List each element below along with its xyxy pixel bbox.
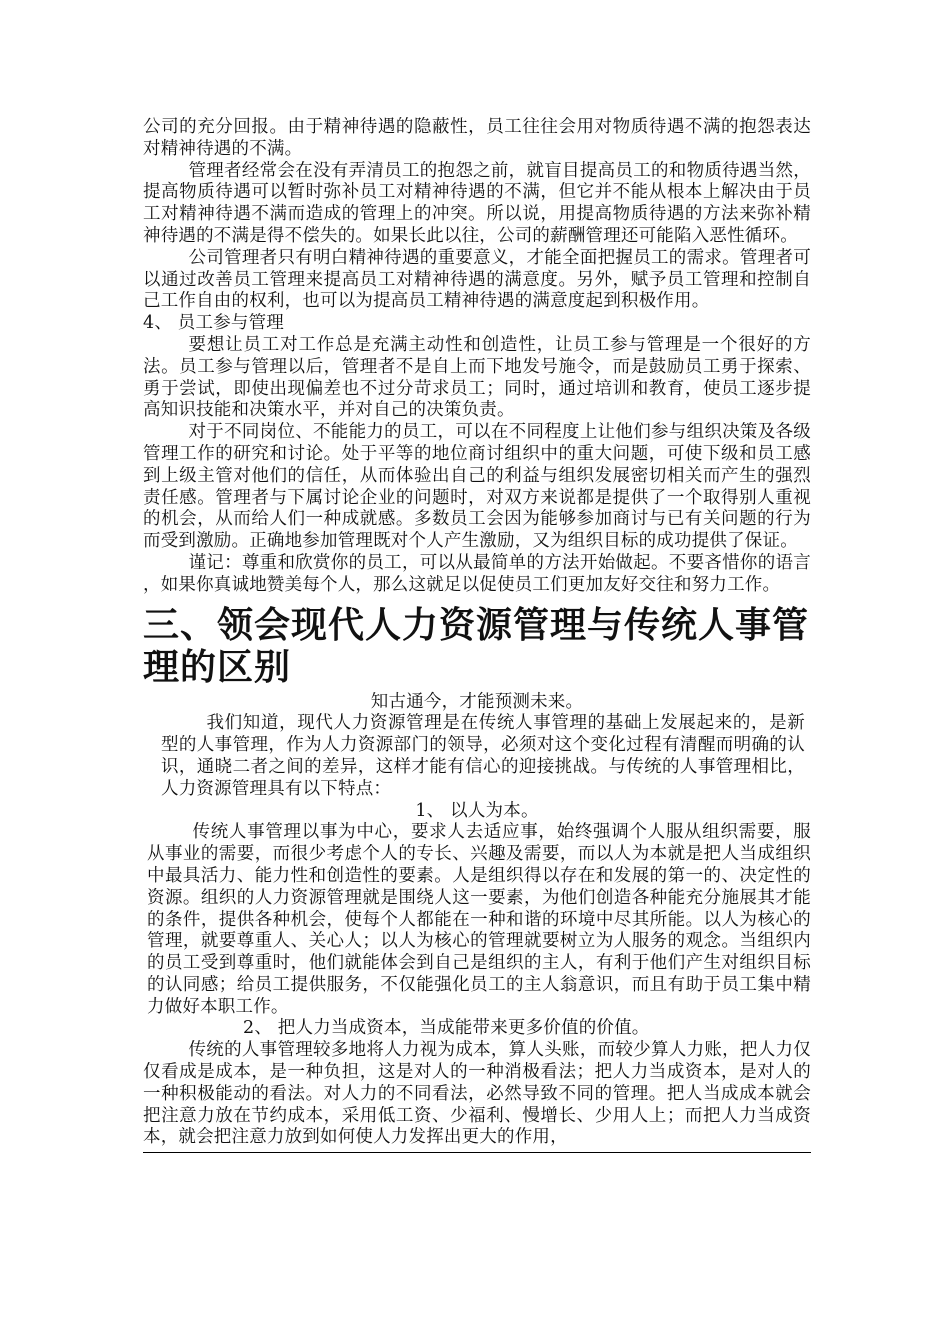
- point2-paragraph: 传统的人事管理较多地将人力视为成本，算人头账，而较少算人力账，把人力仅仅看成是成本，是一种负担，这是对人的一种消极看法；把人力当成资本，是对人的一种积极能动的看法。对人力的不同看法，必然导致不同的管理。把人当成成本就会把注意力放在节约成本，采用低工资、少福利、慢增长、少用人上；而把人力当成资本，就会把注意力放到如何使人力发挥出更大的作用，: [143, 1040, 811, 1148]
- paragraph: 公司的充分回报。由于精神待遇的隐蔽性，员工往往会用对物质待遇不满的抱怨表达对精神待遇的不满。: [143, 117, 811, 159]
- section-intro-paragraph: 我们知道，现代人力资源管理是在传统人事管理的基础上发展起来的，是新型的人事管理，作为人力资源部门的领导，必须对这个变化过程有清醒而明确的认识，通晓二者之间的差异，这样才能有信心的迎接挑战。与传统的人事管理相比，人力资源管理具有以下特点：: [161, 713, 805, 799]
- paragraph: 要想让员工对工作总是充满主动性和创造性，让员工参与管理是一个很好的方法。员工参与管理以后，管理者不是自上而下地发号施令，而是鼓励员工勇于探索、勇于尝试，即使出现偏差也不过分苛求员工；同时，通过培训和教育，使员工逐步提高知识技能和决策水平，并对自己的决策负责。: [143, 334, 811, 421]
- point1-heading: 1、 以人为本。: [415, 800, 539, 821]
- paragraph: 公司管理者只有明白精神待遇的重要意义，才能全面把握员工的需求。管理者可以通过改善员工管理来提高员工对精神待遇的满意度。另外，赋予员工管理和控制自己工作自由的权利，也可以为提高员工精神待遇的满意度起到积极作用。: [143, 247, 811, 312]
- document-page: [143, 117, 811, 1153]
- paragraph: 对于不同岗位、不能能力的员工，可以在不同程度上让他们参与组织决策及各级管理工作的研究和讨论。处于平等的地位商讨组织中的重大问题，可使下级和员工感到上级主管对他们的信任，从而体验出自己的利益与组织发展密切相关而产生的强烈责任感。管理者与下属讨论企业的问题时，对双方来说都是提供了一个取得别人重视的机会，从而给人们一种成就感。多数员工会因为能够参加商讨与已有关问题的行为而受到激励。正确地参加管理既对个人产生激励，又为组织目标的成功提供了保证。: [143, 422, 811, 552]
- paragraph: 谨记：尊重和欣赏你的员工，可以从最简单的方法开始做起。不要吝惜你的语言 ，如果你真诚地赞美每个人，那么这就足以促使员工们更加友好交往和努力工作。: [143, 552, 811, 595]
- section-title: 三、领会现代人力资源管理与传统人事管理的区别: [143, 603, 810, 688]
- subheading-employee-participation: 4、 员工参与管理: [143, 313, 284, 334]
- point2-heading: 2、 把人力当成资本，当成能带来更多价值的价值。: [243, 1018, 650, 1039]
- section-intro-line: 知古通今，才能预测未来。: [370, 691, 584, 712]
- paragraph: 管理者经常会在没有弄清员工的抱怨之前，就盲目提高员工的和物质待遇当然，提高物质待遇可以暂时弥补员工对精神待遇的不满，但它并不能从根本上解决由于员工对精神待遇不满而造成的管理上的冲突。所以说，用提高物质待遇的方法来弥补精神待遇的不满是得不偿失的。如果长此以往，公司的薪酬管理还可能陷入恶性循环。: [143, 160, 811, 246]
- point1-paragraph: 传统人事管理以事为中心，要求人去适应事，始终强调个人服从组织需要，服从事业的需要，而很少考虑个人的专长、兴趣及需要，而以人为本就是把人当成组织中最具活力、能力性和创造性的要素。人是组织得以存在和发展的第一的、决定性的资源。组织的人力资源管理就是围绕人这一要素，为他们创造各种能充分施展其才能的条件，提供各种机会，使每个人都能在一种和谐的环境中尽其所能。以人为核心的管理，就要尊重人、关心人；以人为核心的管理就要树立为人服务的观念。当组织内的员工受到尊重时，他们就能体会到自己是组织的主人，有利于他们产生对组织目标的认同感；给员工提供服务，不仅能强化员工的主人翁意识，而且有助于员工集中精力做好本职工作。: [147, 822, 811, 1017]
- page-bottom-rule: [143, 1152, 811, 1153]
